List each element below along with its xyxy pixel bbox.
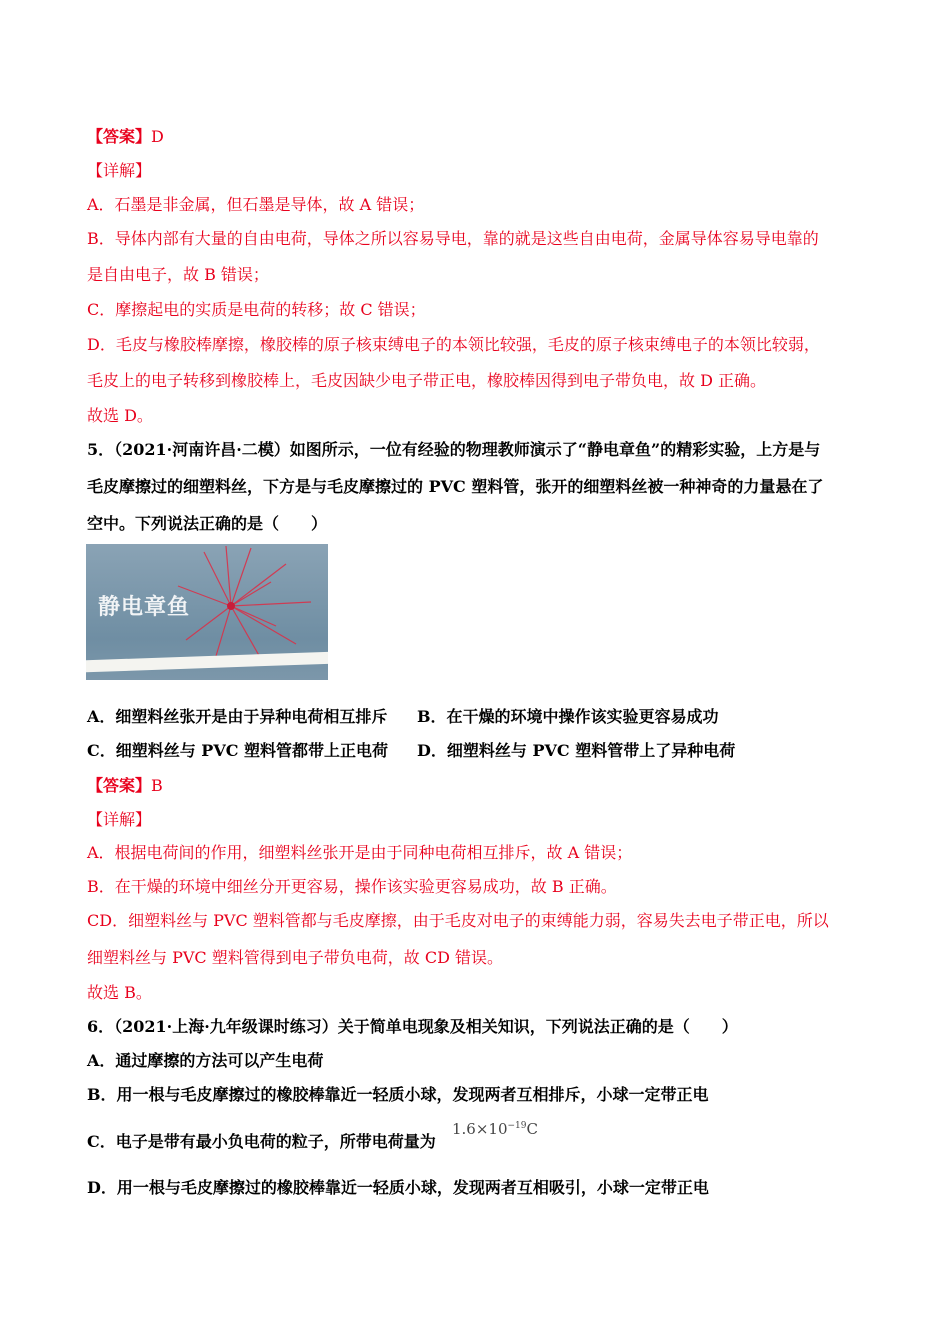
answer-tag: 【答案】 <box>87 776 152 795</box>
q6-stem: 6．（2021·上海·九年级课时练习）关于简单电现象及相关知识，下列说法正确的是（ ） <box>87 1017 738 1036</box>
charge-formula <box>452 1120 538 1138</box>
q5-option-c: C．细塑料丝与 PVC 塑料管都带上正电荷 <box>87 741 389 760</box>
q5-detail-tag: 【详解】 <box>87 810 152 829</box>
q4-detail-line: A．石墨是非金属，但石墨是导体，故 A 错误； <box>87 195 425 214</box>
formula-base: 1.6×10 <box>452 1120 508 1138</box>
q4-detail-line: B．导体内部有大量的自由电荷，导体之所以容易导电，靠的就是这些自由电荷，金属导体容易导电靠的 <box>87 229 819 248</box>
q4-detail-line: C．摩擦起电的实质是电荷的转移；故 C 错误； <box>87 300 426 319</box>
q5-option-b: B．在干燥的环境中操作该实验更容易成功 <box>417 707 719 726</box>
q4-detail-tag: 【详解】 <box>87 161 152 180</box>
answer-tag: 【答案】 <box>87 127 152 146</box>
q4-detail-line: 毛皮上的电子转移到橡胶棒上，毛皮因缺少电子带正电，橡胶棒因得到电子带负电，故 D 正确。 <box>87 371 767 390</box>
photo-label: 静电章鱼 <box>98 595 191 620</box>
q4-answer-line <box>87 127 164 147</box>
q5-detail-line: CD．细塑料丝与 PVC 塑料管都与毛皮摩擦，由于毛皮对电子的束缚能力弱，容易失去电子带正电，所以 <box>87 911 829 930</box>
q5-detail-line: A．根据电荷间的作用，细塑料丝张开是由于同种电荷相互排斥，故 A 错误； <box>87 843 633 862</box>
q5-option-d: D．细塑料丝与 PVC 塑料管带上了异种电荷 <box>417 741 736 760</box>
q5-stem-line: 毛皮摩擦过的细塑料丝，下方是与毛皮摩擦过的 PVC 塑料管，张开的细塑料丝被一种神奇的力量悬在了 <box>87 477 824 496</box>
answer-value: D <box>151 127 164 146</box>
answer-value: B <box>151 776 163 795</box>
q6-option-d: D．用一根与毛皮摩擦过的橡胶棒靠近一轻质小球，发现两者互相吸引，小球一定带正电 <box>87 1178 709 1197</box>
q5-detail-line: 细塑料丝与 PVC 塑料管得到电子带负电荷，故 CD 错误。 <box>87 948 503 967</box>
q5-answer-line <box>87 776 163 796</box>
formula-unit: C <box>526 1120 538 1138</box>
q5-detail-line: B．在干燥的环境中细丝分开更容易，操作该实验更容易成功，故 B 正确。 <box>87 877 617 896</box>
formula-exponent: −19 <box>507 1121 527 1131</box>
q5-stem-line: 5．（2021·河南许昌·二模）如图所示，一位有经验的物理教师演示了“静电章鱼”的精彩实验，上方是与 <box>87 440 821 459</box>
q6-option-a: A．通过摩擦的方法可以产生电荷 <box>87 1051 324 1070</box>
q6-option-c: C．电子是带有最小负电荷的粒子，所带电荷量为 <box>87 1132 436 1151</box>
q4-detail-line: D．毛皮与橡胶棒摩擦，橡胶棒的原子核束缚电子的本领比较强，毛皮的原子核束缚电子的本领比较弱， <box>87 335 820 354</box>
q5-option-a: A．细塑料丝张开是由于异种电荷相互排斥 <box>87 707 388 726</box>
static-octopus-photo <box>86 544 328 680</box>
q4-detail-line: 是自由电子，故 B 错误； <box>87 265 269 284</box>
q5-detail-line: 故选 B。 <box>87 983 152 1002</box>
q5-stem-line: 空中。下列说法正确的是（ ） <box>87 514 328 533</box>
q4-detail-line: 故选 D。 <box>87 406 153 425</box>
q6-option-b: B．用一根与毛皮摩擦过的橡胶棒靠近一轻质小球，发现两者互相排斥，小球一定带正电 <box>87 1085 709 1104</box>
